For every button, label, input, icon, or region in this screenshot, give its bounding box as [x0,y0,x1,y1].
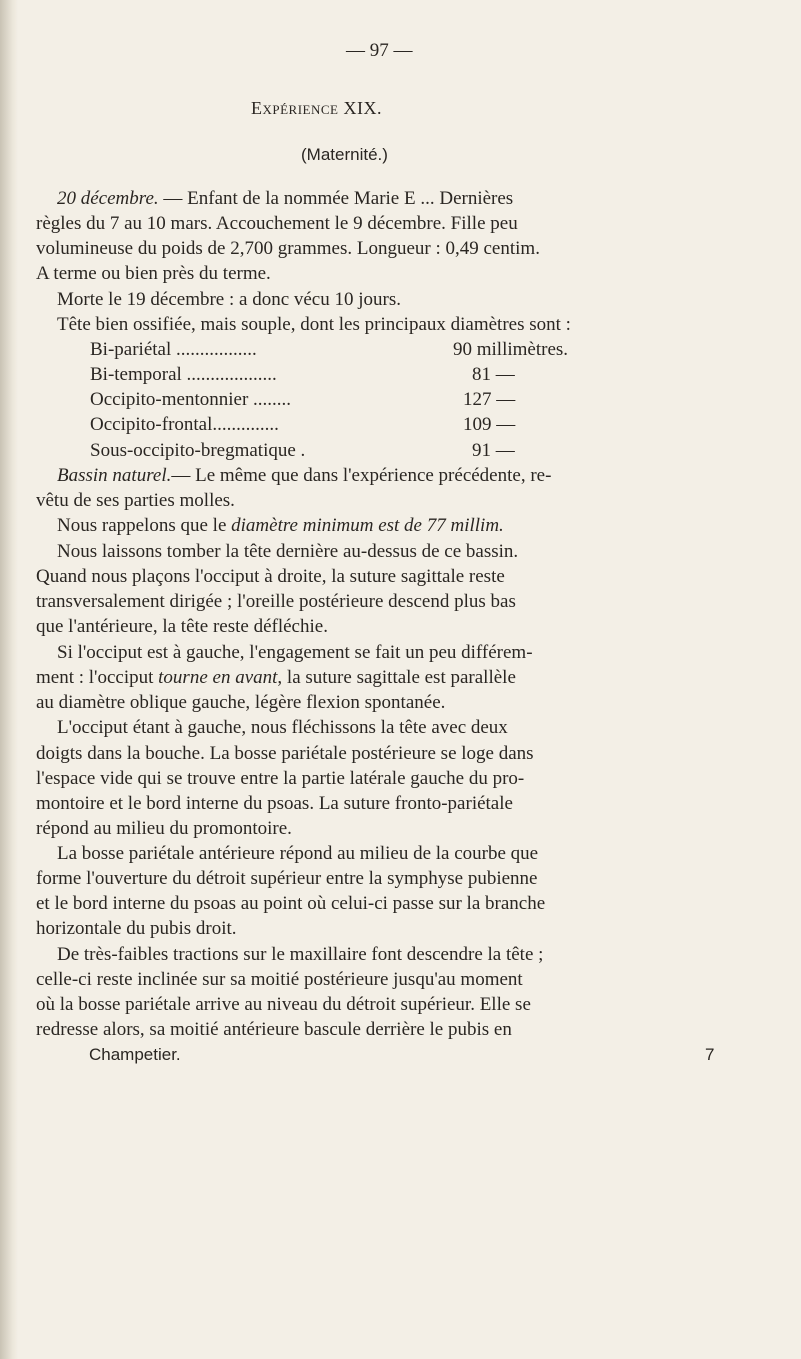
title-number: XIX. [338,98,382,118]
measurement-label: Bi-temporal ................... [90,364,277,385]
text-line: volumineuse du poids de 2,700 grammes. Longueur : 0,49 centim. [36,238,540,259]
text-line: Morte le 19 décembre : a donc vécu 10 jours. [57,289,401,310]
text-line: que l'antérieure, la tête reste défléchie. [36,616,328,637]
text-line: répond au milieu du promontoire. [36,818,292,839]
footer-author: Champetier. [89,1045,181,1064]
text-line: forme l'ouverture du détroit supérieur entre la symphyse pubienne [36,868,538,889]
footer-signature-mark: 7 [705,1045,715,1064]
title-first-letter: E [251,98,263,118]
text-line: Quand nous plaçons l'occiput à droite, la suture sagittale reste [36,566,505,587]
measurement-label: Occipito-mentonnier ........ [90,389,292,410]
text-line: Bassin naturel.— Le même que dans l'expérience précédente, re- [57,465,552,486]
text-line: où la bosse pariétale arrive au niveau du détroit supérieur. Elle se [36,994,531,1015]
measurement-label: Occipito-frontal.............. [90,414,279,435]
text-line: transversalement dirigée ; l'oreille postérieure descend plus bas [36,591,516,612]
text-line: Nous laissons tomber la tête dernière au-dessus de ce bassin. [57,541,519,562]
text-line: horizontale du pubis droit. [36,918,237,939]
text-line: De très-faibles tractions sur le maxillaire font descendre la tête ; [57,944,544,965]
text-line: Tête bien ossifiée, mais souple, dont les principaux diamètres sont : [57,314,571,335]
text-line: règles du 7 au 10 mars. Accouchement le 9 décembre. Fille peu [36,213,518,234]
text-line: doigts dans la bouche. La bosse pariétale postérieure se loge dans [36,743,534,764]
measurement-label: Bi-pariétal ................. [90,339,257,360]
measurement-label: Sous-occipito-bregmatique . [90,440,306,461]
text-line: ment : l'occiput tourne en avant, la suture sagittale est parallèle [36,667,516,688]
measurement-value: 81 — [472,364,515,385]
text-line: au diamètre oblique gauche, légère flexion spontanée. [36,692,446,713]
text-line: Si l'occiput est à gauche, l'engagement se fait un peu différem- [57,642,533,663]
title-small-caps: XPÉRIENCE [262,102,339,117]
text-line: celle-ci reste inclinée sur sa moitié postérieure jusqu'au moment [36,969,523,990]
measurement-value: 109 — [463,414,516,435]
text-line: montoire et le bord interne du psoas. La suture fronto-pariétale [36,793,513,814]
section-lead: Bassin naturel. [57,465,172,486]
measurement-value: 91 — [472,440,515,461]
text-line: redresse alors, sa moitié antérieure bascule derrière le pubis en [36,1019,512,1040]
page-number: — 97 — [346,40,413,61]
text-line: A terme ou bien près du terme. [36,263,271,284]
text-line: 20 décembre. — Enfant de la nommée Marie E ... Dernières [57,188,514,209]
date-label: 20 décembre. [57,188,159,209]
text-line: vêtu de ses parties molles. [36,490,235,511]
measurement-value: 90 millimètres. [453,339,569,360]
experiment-subtitle: (Maternité.) [301,145,388,164]
text-line: La bosse pariétale antérieure répond au milieu de la courbe que [57,843,539,864]
text-line: Nous rappelons que le diamètre minimum est de 77 millim. [57,515,504,536]
text-line: l'espace vide qui se trouve entre la partie latérale gauche du pro- [36,768,525,789]
measurement-value: 127 — [463,389,516,410]
text-line: et le bord interne du psoas au point où celui-ci passe sur la branche [36,893,546,914]
text-line: L'occiput étant à gauche, nous fléchissons la tête avec deux [57,717,508,738]
